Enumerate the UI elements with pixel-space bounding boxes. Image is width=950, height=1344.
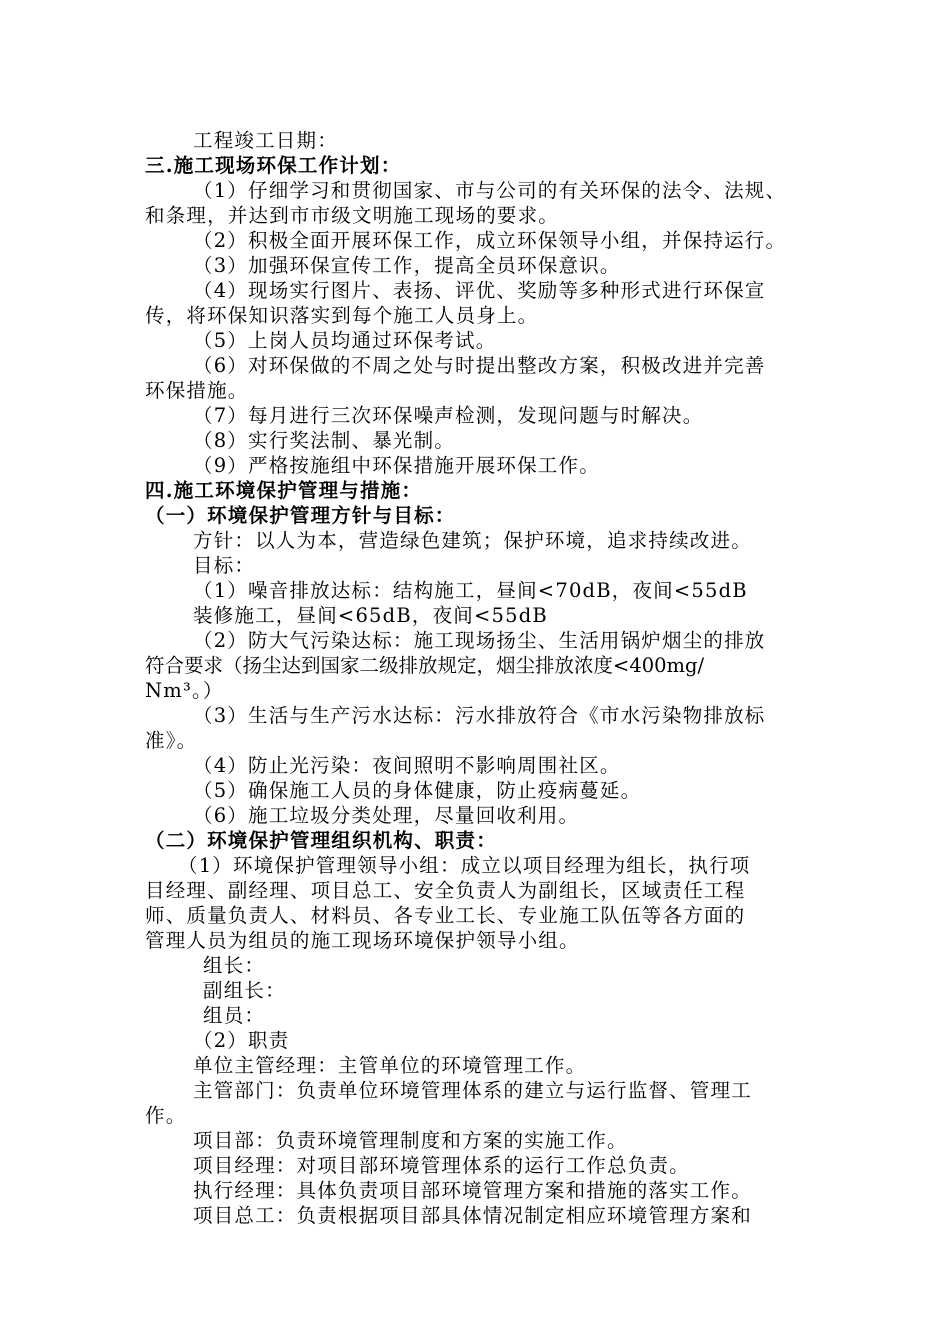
subsection-1-heading: （一）环境保护管理方针与目标：: [145, 504, 456, 527]
goal-2-line-2: 符合要求（扬尘达到国家二级排放规定，烟尘排放浓度<400mg/: [145, 654, 705, 677]
plan-item-1-line-2: 和条理，并达到市市级文明施工现场的要求。: [145, 204, 560, 227]
goal-6: （6）施工垃圾分类处理，尽量回收利用。: [193, 804, 580, 827]
plan-item-6-line-2: 环保措施。: [145, 379, 249, 402]
plan-item-8: （8）实行奖法制、暴光制。: [193, 429, 456, 452]
duty-unit-manager: 单位主管经理：主管单位的环境管理工作。: [193, 1054, 587, 1077]
group-leader-label: 组长：: [203, 954, 266, 977]
goal-2-line-1: （2）防大气污染达标：施工现场扬尘、生活用锅炉烟尘的排放: [193, 629, 766, 652]
duty-project-manager: 项目经理：对项目部环境管理体系的运行工作总负责。: [193, 1154, 690, 1177]
goals-label: 目标：: [193, 554, 256, 577]
org-item-1-line-1: （1）环境保护管理领导小组：成立以项目经理为组长，执行项: [178, 854, 751, 877]
policy-line: 方针：以人为本，营造绿色建筑；保护环境，追求持续改进。: [193, 529, 752, 552]
subsection-2-heading: （二）环境保护管理组织机构、职责：: [145, 829, 497, 852]
plan-item-4-line-1: （4）现场实行图片、表扬、评优、奖励等多种形式进行环保宣: [193, 279, 766, 302]
completion-date-line: 工程竣工日期：: [193, 129, 338, 152]
duty-project-department: 项目部：负责环境管理制度和方案的实施工作。: [193, 1129, 628, 1152]
goal-1-line-2: 装修施工，昼间<65dB，夜间<55dB: [193, 604, 548, 627]
goal-4: （4）防止光污染：夜间照明不影响周围社区。: [193, 754, 621, 777]
plan-item-9: （9）严格按施组中环保措施开展环保工作。: [193, 454, 600, 477]
goal-5: （5）确保施工人员的身体健康，防止疫病蔓延。: [193, 779, 642, 802]
org-item-1-line-2: 目经理、副经理、项目总工、安全负责人为副组长，区域责任工程: [145, 879, 746, 902]
plan-item-5: （5）上岗人员均通过环保考试。: [193, 329, 497, 352]
duty-executive-manager: 执行经理：具体负责项目部环境管理方案和措施的落实工作。: [193, 1179, 752, 1202]
org-item-1-line-3: 师、质量负责人、材料员、各专业工长、专业施工队伍等各方面的: [145, 904, 746, 927]
plan-item-2: （2）积极全面开展环保工作，成立环保领导小组，并保持运行。: [193, 229, 787, 252]
org-item-1-line-4: 管理人员为组员的施工现场环境保护领导小组。: [145, 929, 580, 952]
plan-item-3: （3）加强环保宣传工作，提高全员环保意识。: [193, 254, 621, 277]
goal-3-line-2: 准》。: [145, 729, 198, 752]
goal-1-line-1: （1）噪音排放达标：结构施工，昼间<70dB，夜间<55dB: [193, 579, 748, 602]
plan-item-1-line-1: （1）仔细学习和贯彻国家、市与公司的有关环保的法令、法规、: [193, 179, 787, 202]
duty-department-line-1: 主管部门：负责单位环境管理体系的建立与运行监督、管理工: [193, 1079, 752, 1102]
duty-department-line-2: 作。: [145, 1104, 187, 1127]
plan-item-4-line-2: 传，将环保知识落实到每个施工人员身上。: [145, 304, 539, 327]
deputy-leader-label: 副组长：: [203, 979, 286, 1002]
section-4-heading: 四.施工环境保护管理与措施：: [145, 479, 423, 502]
duties-heading: （2）职责: [193, 1029, 290, 1052]
goal-2-line-3: Nm³。）: [145, 679, 224, 702]
members-label: 组员：: [203, 1004, 266, 1027]
plan-item-6-line-1: （6）对环保做的不周之处与时提出整改方案，积极改进并完善: [193, 354, 766, 377]
section-3-heading: 三.施工现场环保工作计划：: [145, 154, 402, 177]
plan-item-7: （7）每月进行三次环保噪声检测，发现问题与时解决。: [193, 404, 704, 427]
duty-chief-engineer: 项目总工：负责根据项目部具体情况制定相应环境管理方案和: [193, 1204, 752, 1227]
goal-3-line-1: （3）生活与生产污水达标：污水排放符合《市水污染物排放标: [193, 704, 766, 727]
